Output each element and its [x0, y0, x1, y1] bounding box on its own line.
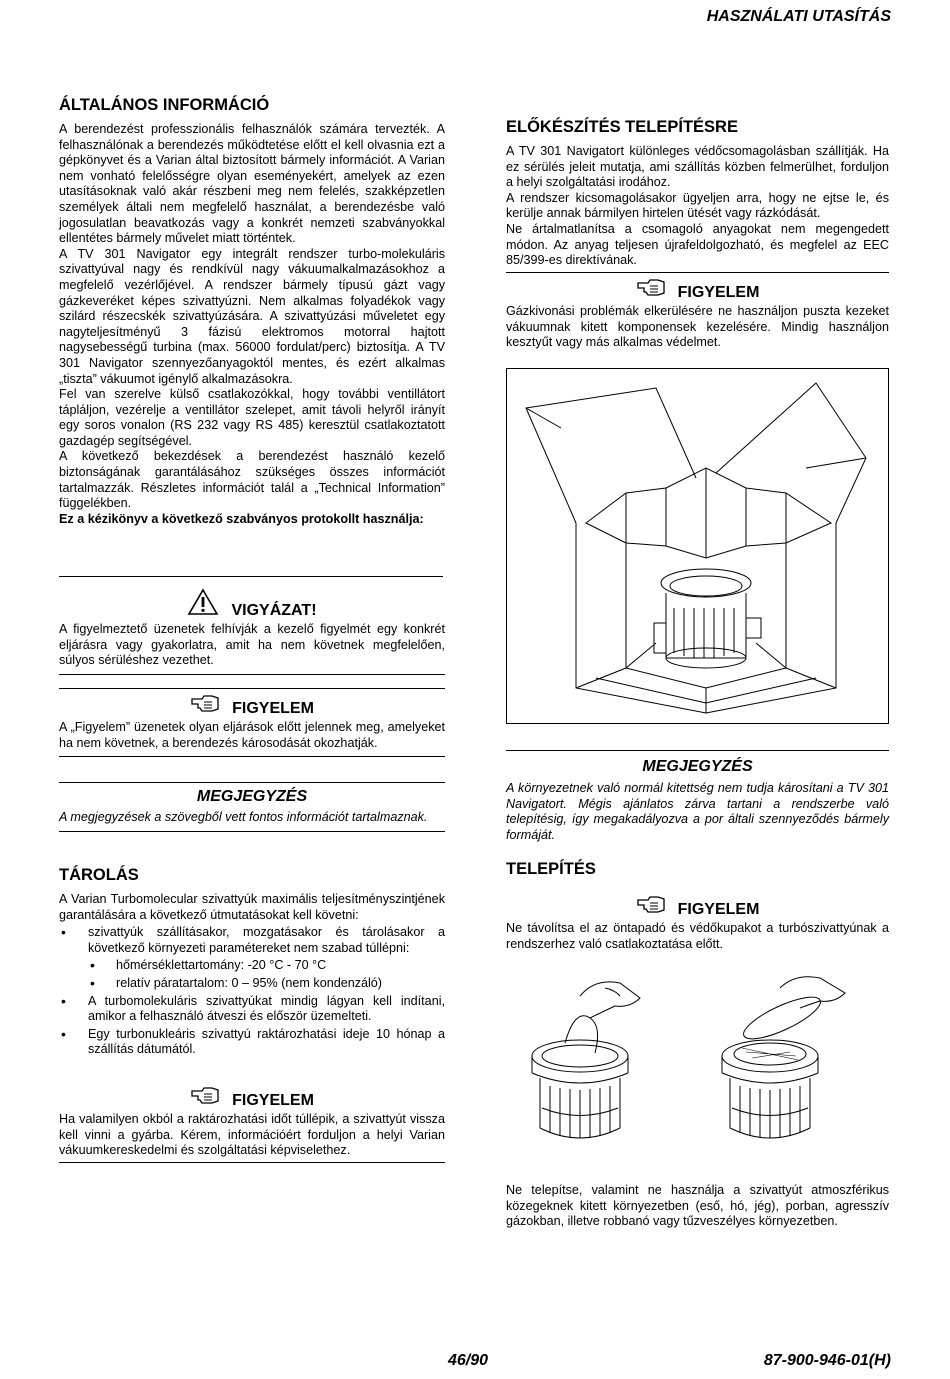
- storage-section: [59, 865, 445, 1060]
- general-paragraph-2: A TV 301 Navigator egy integrált rendszer turbo-molekuláris szivattyúval nagy és rendkívül nagy vákuumalkalmazásokhoz a megfelelő vezérlőjével. A rendszer bármely típusú gázt vagy gázkeveréket képes szivattyúzni. Nem alkalmas folyadékok vagy szilárd részecskék szivattyúzására. A szivattyúzási műveletet egy nagyteljesítményű 3 fázisú elektromos motorral hajtott nagysebességű turbina (max. 56000 fordulat/perc) biztosítja. A TV 301 Navigator szennyezőanyagoktól mentes, és ezért alkalmas „tiszta” vákuumot igénylő alkalmazásokra.: [59, 246, 445, 386]
- caution-title-row-1: [59, 692, 445, 718]
- warning-triangle-icon: [187, 588, 219, 616]
- caution-box-3: [506, 276, 889, 351]
- note-title-2: MEGJEGYZÉS: [642, 758, 753, 775]
- pointing-hand-icon: [190, 692, 220, 714]
- caution-box-2: [59, 1084, 445, 1163]
- caution-box-1: [59, 688, 445, 757]
- caution-box-4: [506, 893, 889, 952]
- general-paragraph-3: Fel van szerelve külső csatlakozókkal, hogy további ventillátort tápláljon, vezérelje a ventillátor szelepet, amit távoli helyről irányít egy soros vonalon (RS 232 vagy RS 485) keresztül csatlakoztatott gazdagép segítségével.: [59, 387, 445, 448]
- storage-intro: A Varian Turbomolecular szivattyúk maximális teljesítményszintjének garantálására a következő útmutatásokat kell követni:: [59, 892, 445, 922]
- storage-item-1: szivattyúk szállításakor, mozgatásakor és tárolásakor a következő környezeti paramétereket nem szabad túllépni:: [88, 925, 445, 955]
- general-paragraph-5: Ez a kézikönyv a következő szabványos protokollt használja:: [59, 511, 424, 526]
- warning-title-row: [59, 588, 445, 620]
- caution-title-3: FIGYELEM: [677, 284, 760, 302]
- warning-title: VIGYÁZAT!: [231, 602, 317, 620]
- prep-section: [506, 117, 889, 273]
- pointing-hand-icon: [190, 1084, 220, 1106]
- protocol-divider: [59, 576, 443, 577]
- list-item: • Egy turbonukleáris szivattyú raktározhatási ideje 10 hónap a szállítás dátumától.: [59, 1027, 445, 1058]
- left-column: [59, 95, 445, 527]
- caution-text-1: A „Figyelem” üzenetek olyan eljárások előtt jelennek meg, amelyeket ha nem követnek, a berendezés károsodását okozhatják.: [59, 720, 445, 750]
- storage-list: [59, 925, 445, 1058]
- pointing-hand-icon: [636, 893, 666, 915]
- prep-paragraph-3: Ne ártalmatlanítsa a csomagoló anyagokat nem megengedett módon. Az anyag teljesen újrafeldolgozható, és megfelel az EEC 85/399-es direktívának.: [506, 221, 889, 268]
- general-heading: ÁLTALÁNOS INFORMÁCIÓ: [59, 96, 270, 114]
- caution-title-row-4: [506, 893, 889, 919]
- list-item: • A turbomolekuláris szivattyúkat mindig lágyan kell indítani, amikor a felhasználó átveszi és először üzemelteti.: [59, 994, 445, 1025]
- pointing-hand-icon: [636, 276, 666, 298]
- install-heading: TELEPÍTÉS: [506, 860, 596, 878]
- prep-paragraph-1: A TV 301 Navigatort különleges védőcsomagolásban szállítják. Ha ez sérülés jeleit mutatja, ami szállítás közben felmerülhet, forduljon a helyi szolgáltatási irodához.: [506, 144, 889, 190]
- document-header: HASZNÁLATI UTASÍTÁS: [706, 8, 891, 25]
- general-paragraph-1: A berendezést professzionális felhasználók számára tervezték. A felhasználónak a berendezés működtetése előtt el kell olvasnia ezt a gépkönyvet és a Varian által biztosított bármely információt. A Varian nem vonható felelősségre olyan eseményekért, amelyek az ezen utasításoknak való akár részbeni meg nem felelés, szakképzetlen személyek általi nem megfelelő használat, a berendezésbe való jogosulatlan beavatkozás vagy a konkrét nemzeti szabványokkal ellentétes bármely művelet miatt történtek.: [59, 122, 445, 246]
- note-text-1: A megjegyzések a szövegből vett fontos információt tartalmaznak.: [59, 810, 428, 824]
- warning-box: [59, 588, 445, 675]
- note-title-1: MEGJEGYZÉS: [196, 788, 308, 805]
- general-paragraph-4: A következő bekezdések a berendezést használó kezelő biztonságának garantálásához szükséges összes információt tartalmazzák. Részletes információt talál a „Technical Information” függelékben.: [59, 449, 445, 511]
- install-final-text: Ne telepítse, valamint ne használja a szivattyút atmoszférikus közegeknek kitett környezetben (eső, hó, jég), porban, agresszív gázokban, illetve robbanó vagy tűzveszélyes környezetben.: [506, 1183, 889, 1229]
- caution-title-2: FIGYELEM: [232, 1092, 314, 1110]
- caution-title-row-2: [59, 1084, 445, 1110]
- cap-removal-illustration: [520, 968, 880, 1168]
- storage-heading: TÁROLÁS: [59, 866, 139, 884]
- caution-title-row-3: [506, 276, 889, 302]
- document-number: 87-900-946-01(H): [763, 1352, 891, 1370]
- list-item: [59, 925, 445, 991]
- caution-title-1: FIGYELEM: [232, 700, 314, 718]
- prep-paragraph-2: A rendszer kicsomagolásakor ügyeljen arra, hogy ne ejtse le, és kerülje annak bármilyen hirtelen ütését vagy rázkódását.: [506, 190, 889, 221]
- caution-text-2: Ha valamilyen okból a raktározhatási időt túllépik, a szivattyút vissza kell vinni a gyárba. Kérem, információért forduljon a helyi Varian vákuumkereskedelmi és szolgáltatási képviselethez.: [59, 1112, 445, 1158]
- list-item: • hőmérséklettartomány: -20 °C - 70 °C: [88, 958, 445, 974]
- install-section: [506, 859, 889, 886]
- page-number: 46/90: [448, 1352, 489, 1370]
- note-box-1: [59, 782, 445, 832]
- caution-text-4: Ne távolítsa el az öntapadó és védőkupakot a turbószivattyúnak a rendszerhez való csatlakoztatása előtt.: [506, 921, 889, 951]
- caution-text-3: Gázkivonási problémák elkerülésére ne használjon puszta kezeket vákuumnak kitett komponensek kezelésére. Mindig használjon kesztyűt vagy más alkalmas védelmet.: [506, 304, 889, 350]
- list-item: • relatív páratartalom: 0 – 95% (nem kondenzáló): [88, 976, 445, 992]
- caution-title-4: FIGYELEM: [677, 901, 760, 919]
- note-text-2: A környezetnek való normál kitettség nem tudja károsítani a TV 301 Navigatort. Mégis ajánlatos zárva tartani a rendszerbe való telepítésig, így megakadályozva a por általi szennyeződés bármely formáját.: [506, 781, 889, 842]
- install-final: [506, 1183, 889, 1230]
- packaging-illustration: [506, 368, 889, 724]
- note-box-2: [506, 750, 889, 843]
- storage-sublist: [88, 958, 445, 991]
- prep-heading: ELŐKÉSZÍTÉS TELEPÍTÉSRE: [506, 118, 738, 136]
- warning-text: A figyelmeztető üzenetek felhívják a kezelő figyelmét egy konkrét eljárásra vagy gyakorlatra, amit ha nem követnek megfelelően, súlyos sérüléshez vezethet.: [59, 622, 445, 668]
